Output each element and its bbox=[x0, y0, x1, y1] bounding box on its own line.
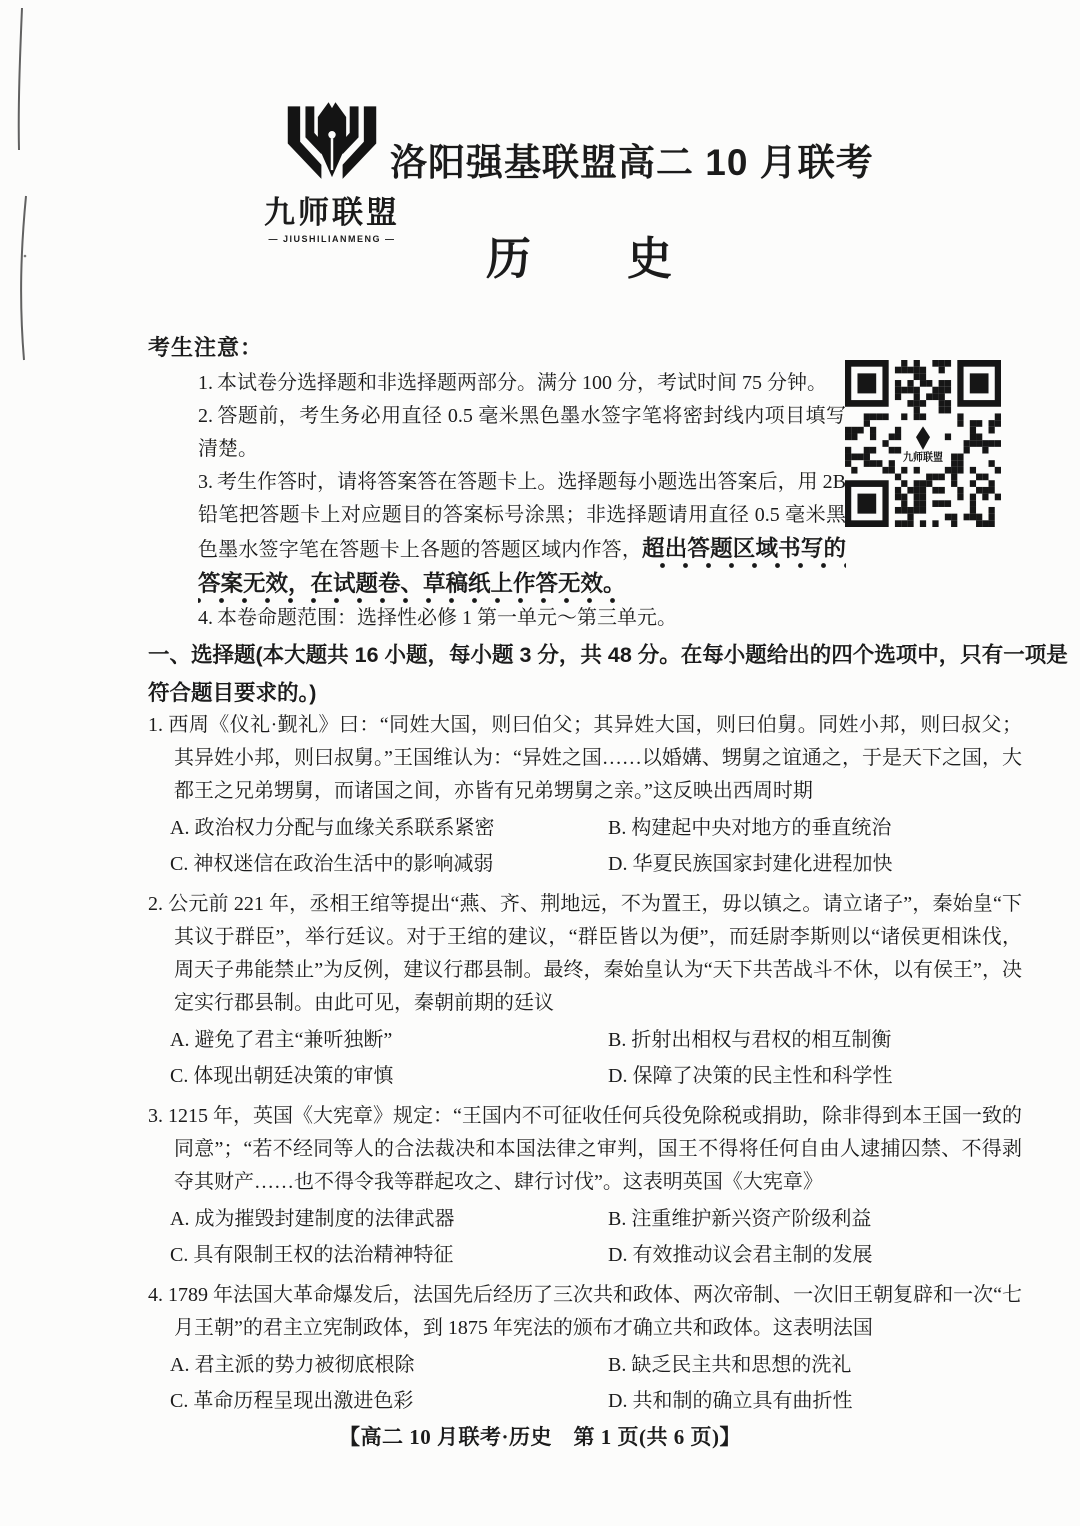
option-c bbox=[170, 1060, 608, 1092]
option-label: C. bbox=[170, 1065, 189, 1087]
section-heading-text: 一、选择题(本大题共 16 小题，每小题 3 分，共 48 分。在每小题给出的四个选项中，只有一项是符合题目要求的。) bbox=[148, 643, 1068, 705]
option-label: D. bbox=[608, 1244, 628, 1266]
option-label: D. bbox=[608, 853, 628, 875]
option-text: 成为摧毁封建制度的法律武器 bbox=[194, 1208, 455, 1230]
notice-item-text: 答题前，考生务必用直径 0.5 毫米黑色墨水签字笔将密封线内项目填写清楚。 bbox=[198, 405, 846, 460]
option-b bbox=[608, 1024, 1022, 1056]
option-d bbox=[608, 1060, 1022, 1092]
notice-item-number: 2. bbox=[198, 405, 213, 427]
option-c bbox=[170, 848, 608, 880]
page-footer: 【高二 10 月联考·历史 第 1 页(共 6 页)】 bbox=[339, 1425, 741, 1449]
option-text: 共和制的确立具有曲折性 bbox=[632, 1390, 853, 1412]
option-text: 构建起中央对地方的垂直统治 bbox=[631, 817, 892, 839]
option-text: 君主派的势力被彻底根除 bbox=[194, 1354, 415, 1376]
logo-romanized: — JIUSHILIANMENG — bbox=[268, 234, 396, 244]
notice-item-4 bbox=[198, 602, 846, 635]
option-label: B. bbox=[608, 1029, 627, 1051]
option-text: 具有限制王权的法治精神特征 bbox=[193, 1244, 454, 1266]
question-options bbox=[148, 1203, 1022, 1271]
option-text: 折射出相权与君权的相互制衡 bbox=[631, 1029, 892, 1051]
option-label: A. bbox=[170, 1354, 190, 1376]
exam-title: 洛阳强基联盟高二 10 月联考 bbox=[390, 142, 874, 183]
question-stem-text: 西周《仪礼·觐礼》曰：“同姓大国，则曰伯父；其异姓大国，则曰伯舅。同姓小邦，则曰叔父；其异姓小邦，则曰叔舅。”王国维认为：“异姓之国……以婚媾、甥舅之谊通之，于是天下之国，大都王之兄弟甥舅，而诸国之间，亦皆有兄弟甥舅之亲。”这反映出西周时期 bbox=[168, 714, 1022, 802]
subject-title: 历 史 bbox=[485, 233, 674, 284]
question-3 bbox=[148, 1100, 1022, 1271]
option-label: B. bbox=[608, 1208, 627, 1230]
option-label: C. bbox=[170, 1244, 189, 1266]
question-1 bbox=[148, 709, 1022, 880]
question-4 bbox=[148, 1279, 1022, 1417]
notice-item-text: 考生作答时，请将答案答在答题卡上。选择题每小题选出答案后，用 2B 铅笔把答题卡上对应题目的答案标号涂黑；非选择题请用直径 0.5 毫米黑色墨水签字笔在答题卡上各题的答题区域内作答， bbox=[198, 471, 846, 561]
pen-nib-emblem-icon bbox=[278, 94, 386, 186]
notice-section bbox=[148, 331, 850, 635]
option-c bbox=[170, 1239, 608, 1271]
logo-name: 九师联盟 bbox=[264, 195, 400, 230]
question-stem bbox=[148, 1100, 1022, 1199]
question-stem bbox=[148, 709, 1022, 808]
svg-text:九师联盟: 九师联盟 bbox=[903, 452, 943, 464]
notice-item-2 bbox=[198, 400, 846, 466]
notice-heading: 考生注意： bbox=[148, 335, 264, 360]
option-d bbox=[608, 848, 1022, 880]
option-a bbox=[170, 1349, 608, 1381]
notice-item-3 bbox=[198, 466, 846, 602]
question-options bbox=[148, 1024, 1022, 1092]
option-label: B. bbox=[608, 817, 627, 839]
option-text: 有效推动议会君主制的发展 bbox=[632, 1244, 873, 1266]
option-d bbox=[608, 1239, 1022, 1271]
option-label: C. bbox=[170, 1390, 189, 1412]
option-label: A. bbox=[170, 1208, 190, 1230]
notice-item-number: 1. bbox=[198, 372, 213, 394]
notice-item-number: 4. bbox=[198, 607, 213, 629]
option-b bbox=[608, 1349, 1022, 1381]
qr-code bbox=[845, 360, 1001, 527]
option-label: A. bbox=[170, 817, 190, 839]
question-stem-text: 公元前 221 年，丞相王绾等提出“燕、齐、荆地远，不为置王，毋以镇之。请立诸子”，秦始皇“下其议于群臣”，举行廷议。对于王绾的建议，“群臣皆以为便”，而廷尉李斯则以“诸侯更相诛伐，周天子弗能禁止”为反例，建议行郡县制。最终，秦始皇认为“天下共苦战斗不休，以有侯王”，决定实行郡县制。由此可见，秦朝前期的廷议 bbox=[168, 893, 1022, 1014]
question-number: 1. bbox=[148, 714, 163, 736]
question-stem-text: 1215 年，英国《大宪章》规定：“王国内不可征收任何兵役免除税或捐助，除非得到本王国一致的同意”；“若不经同等人的合法裁决和本国法律之审判，国王不得将任何自由人逮捕囚禁、不得剥夺其财产……也不得令我等群起攻之、肆行讨伐”。这表明英国《大宪章》 bbox=[168, 1105, 1022, 1193]
question-stem-text: 1789 年法国大革命爆发后，法国先后经历了三次共和政体、两次帝制、一次旧王朝复辟和一次“七月王朝”的君主立宪制政体，到 1875 年宪法的颁布才确立共和政体。这表明法国 bbox=[168, 1284, 1022, 1339]
notice-item-emphasized-text: 超出答题区域书写的答案无效，在试题卷、草稿纸上作答无效。 bbox=[198, 536, 846, 604]
option-b bbox=[608, 812, 1022, 844]
notice-item-1 bbox=[198, 367, 846, 400]
option-text: 政治权力分配与血缘关系联系紧密 bbox=[194, 817, 495, 839]
option-text: 神权迷信在政治生活中的影响减弱 bbox=[193, 853, 494, 875]
option-text: 注重维护新兴资产阶级利益 bbox=[631, 1208, 872, 1230]
notice-item-number: 3. bbox=[198, 471, 213, 493]
question-options bbox=[148, 812, 1022, 880]
option-text: 革命历程呈现出激进色彩 bbox=[193, 1390, 414, 1412]
question-number: 4. bbox=[148, 1284, 163, 1306]
option-a bbox=[170, 1024, 608, 1056]
option-label: A. bbox=[170, 1029, 190, 1051]
option-label: C. bbox=[170, 853, 189, 875]
option-a bbox=[170, 1203, 608, 1235]
option-a bbox=[170, 812, 608, 844]
option-text: 体现出朝廷决策的审慎 bbox=[193, 1065, 394, 1087]
question-2 bbox=[148, 888, 1022, 1092]
notice-item-text: 本卷命题范围：选择性必修 1 第一单元～第三单元。 bbox=[217, 607, 677, 629]
option-label: D. bbox=[608, 1065, 628, 1087]
option-d bbox=[608, 1385, 1022, 1417]
option-label: D. bbox=[608, 1390, 628, 1412]
question-list bbox=[148, 709, 1022, 1425]
option-text: 华夏民族国家封建化进程加快 bbox=[632, 853, 893, 875]
option-b bbox=[608, 1203, 1022, 1235]
question-stem bbox=[148, 1279, 1022, 1345]
question-options bbox=[148, 1349, 1022, 1417]
question-number: 3. bbox=[148, 1105, 163, 1127]
question-number: 2. bbox=[148, 893, 163, 915]
question-stem bbox=[148, 888, 1022, 1020]
option-text: 缺乏民主共和思想的洗礼 bbox=[631, 1354, 852, 1376]
section-heading bbox=[148, 636, 1068, 712]
option-text: 避免了君主“兼听独断” bbox=[194, 1029, 393, 1051]
option-text: 保障了决策的民主性和科学性 bbox=[632, 1065, 893, 1087]
option-c bbox=[170, 1385, 608, 1417]
option-label: B. bbox=[608, 1354, 627, 1376]
notice-item-text: 本试卷分选择题和非选择题两部分。满分 100 分，考试时间 75 分钟。 bbox=[217, 372, 827, 394]
